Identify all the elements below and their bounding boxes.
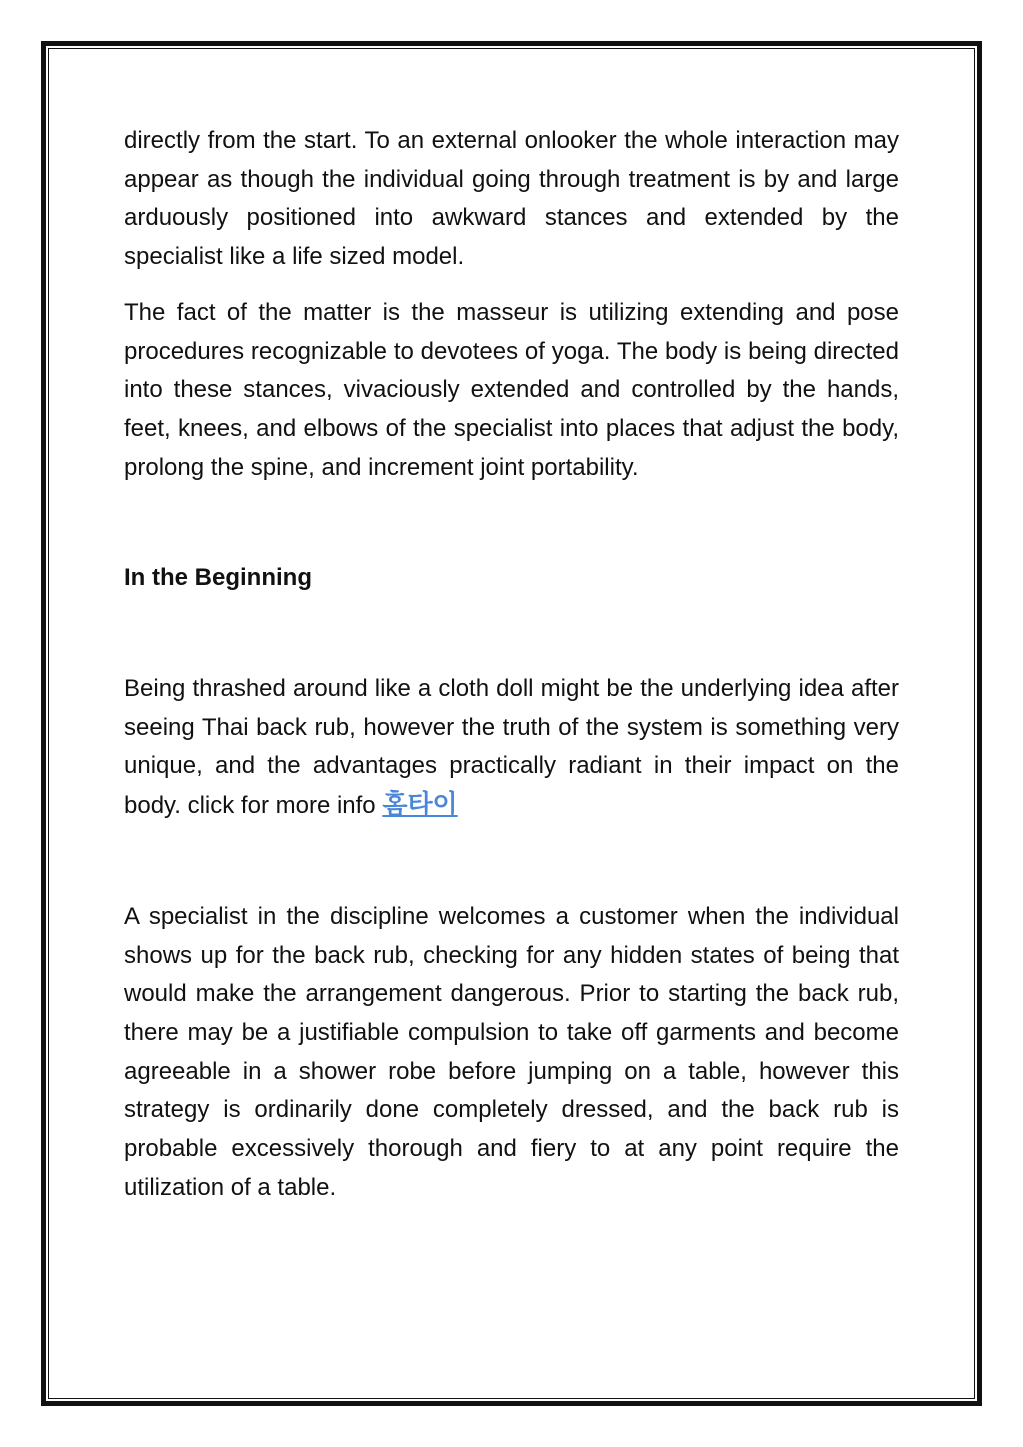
document-body: [124, 122, 899, 1207]
paragraph-2: The fact of the matter is the masseur is utilizing extending and pose procedures recognizable to devotees of yoga. The body is being directed into these stances, vivaciously extended and controlled by the hands, feet, knees, and elbows of the specialist into places that adjust the body, prolong the spine, and increment joint portability.: [124, 298, 899, 481]
section-heading: In the Beginning: [124, 564, 312, 592]
more-info-link[interactable]: 홈타이: [382, 790, 458, 821]
paragraph-3: [124, 670, 899, 826]
paragraph-4: A specialist in the discipline welcomes a customer when the individual shows up for the back rub, checking for any hidden states of being that would make the arrangement dangerous. Prior to starting the back rub, there may be a justifiable compulsion to take off garments and become agreeable in a shower robe before jumping on a table, however this strategy is ordinarily done completely dressed, and the back rub is probable excessively thorough and fiery to at any point require the utilization of a table.: [124, 902, 899, 1201]
paragraph-1: directly from the start. To an external onlooker the whole interaction may appear as though the individual going through treatment is by and large arduously positioned into awkward stances and extended by the specialist like a life sized model.: [124, 127, 899, 271]
paragraph-3-text: Being thrashed around like a cloth doll might be the underlying idea after seeing Thai back rub, however the truth of the system is something very unique, and the advantages practically radiant in their impact on the body. click for more info: [124, 675, 899, 820]
